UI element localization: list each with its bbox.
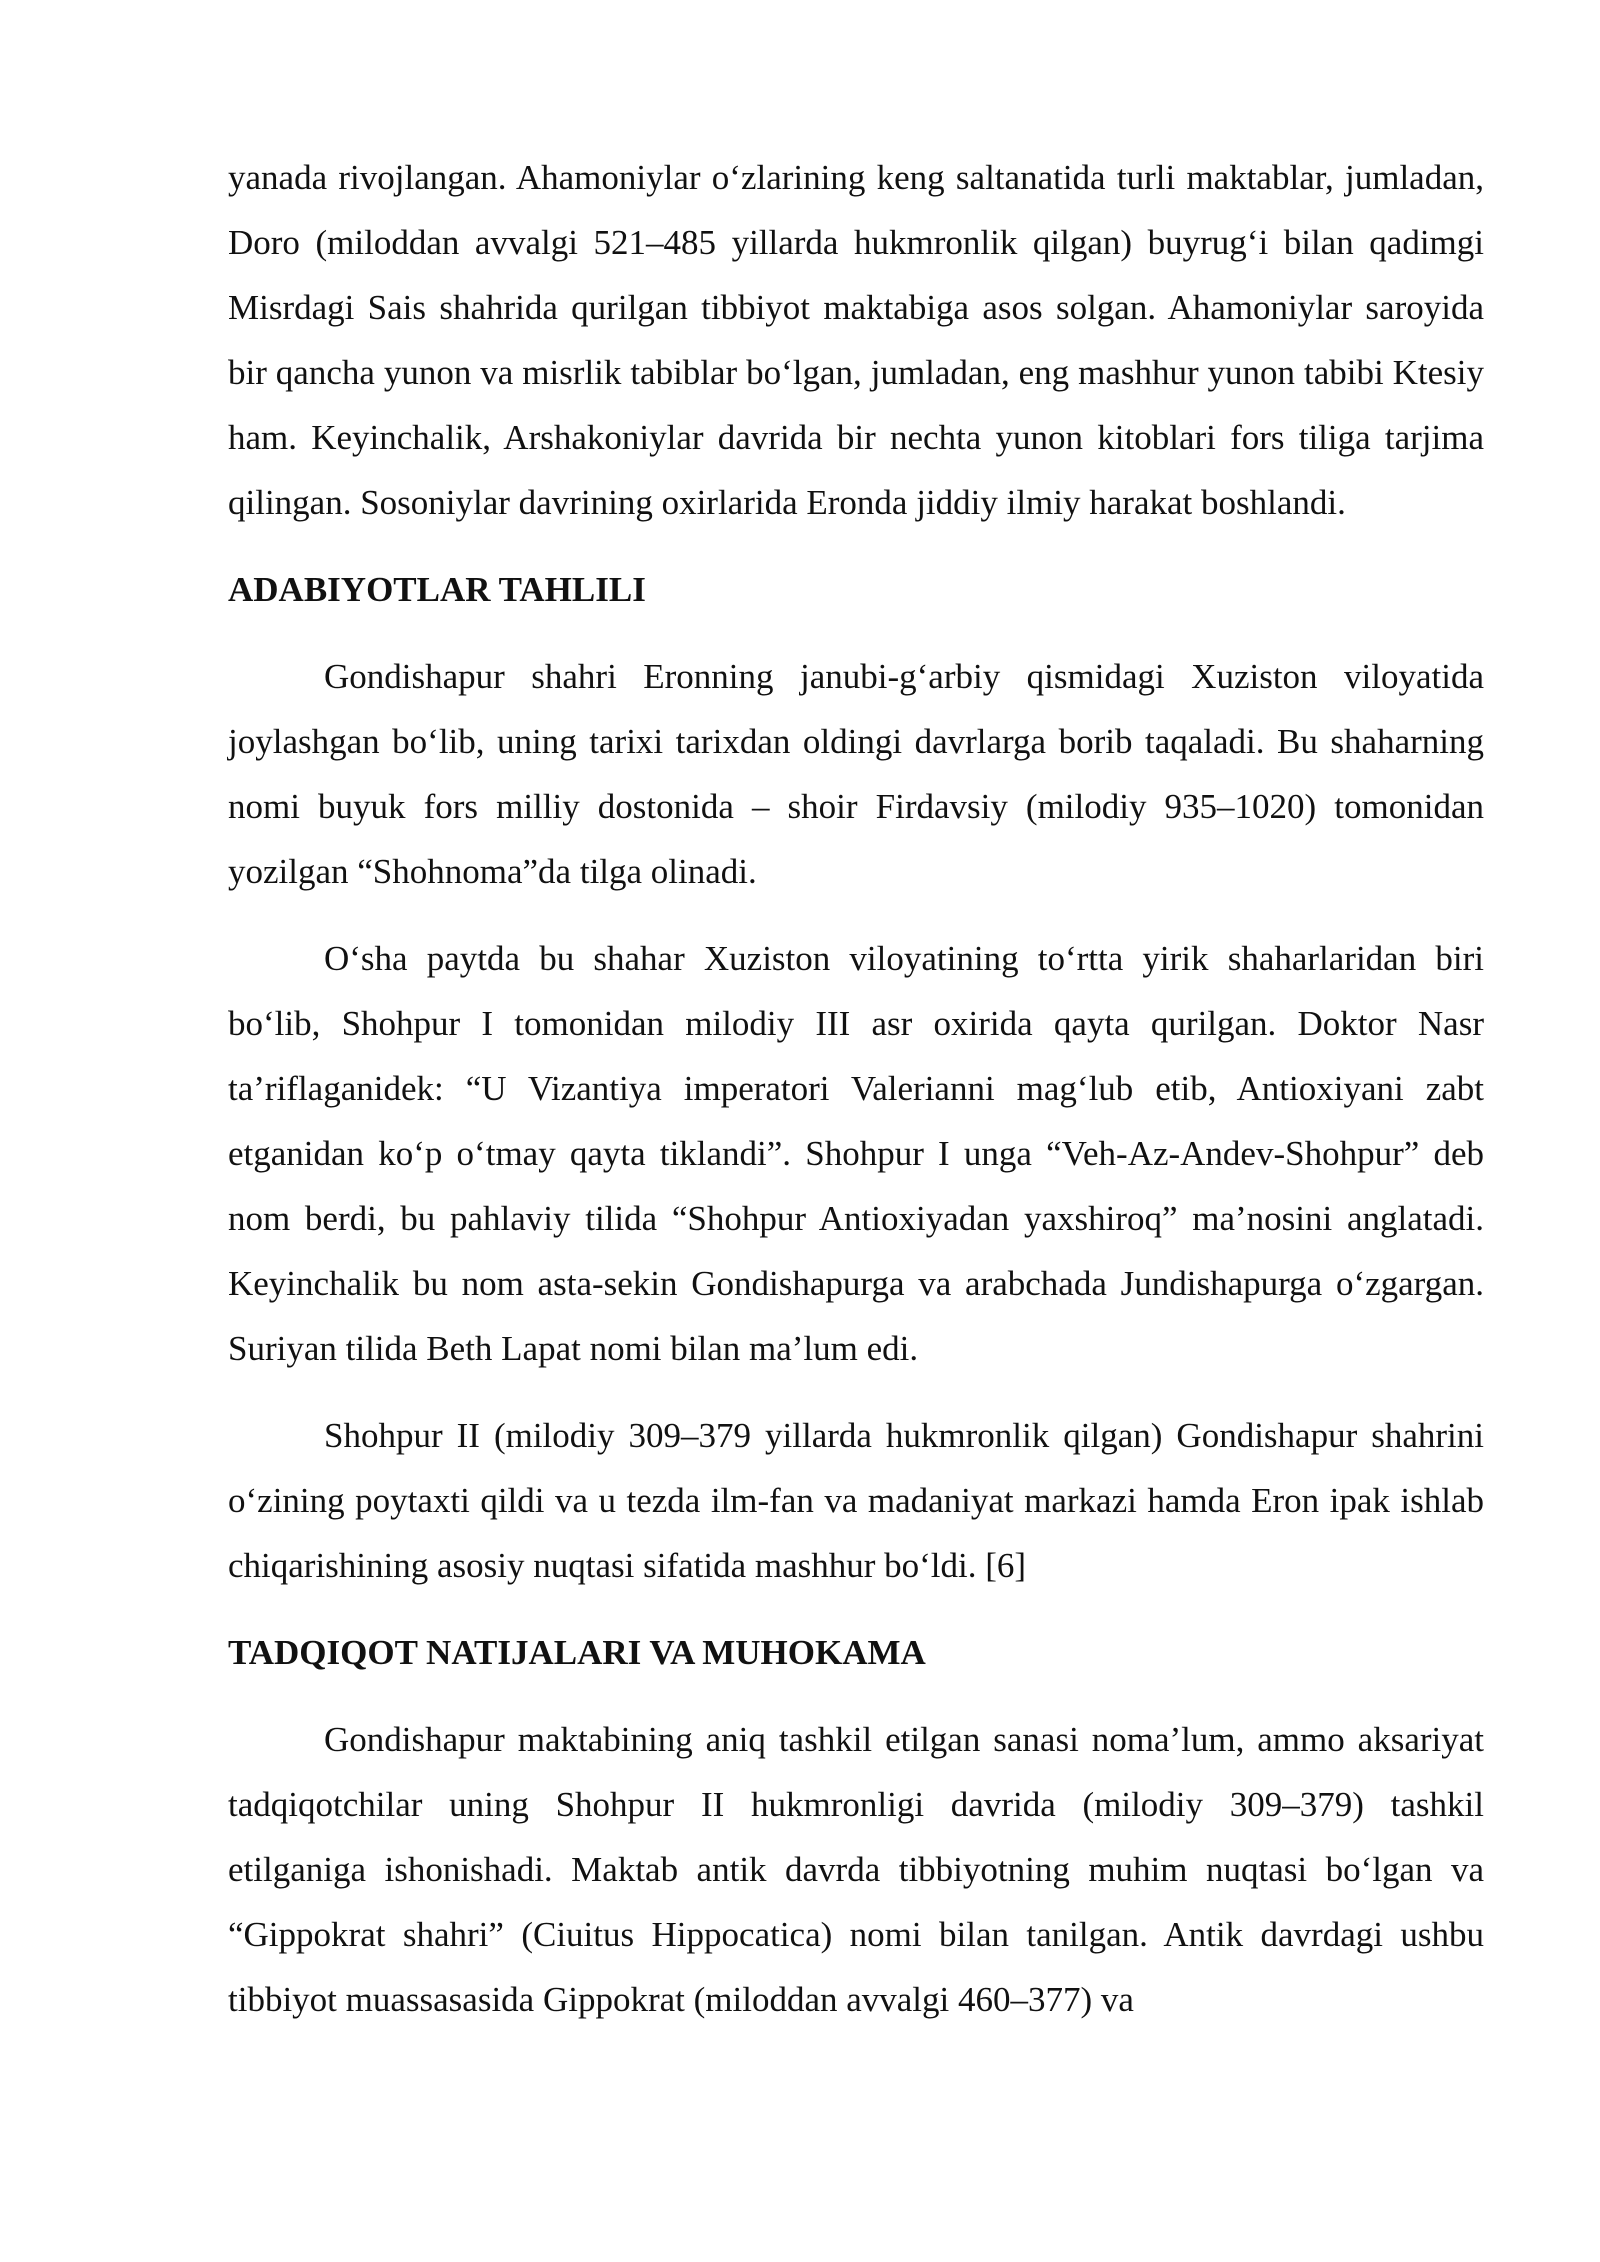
paragraph-gondishapur-location: Gondishapur shahri Eronning janubi-g‘arbiy qismidagi Xuziston viloyatida joylashgan bo‘lib, uning tarixi tarixdan oldingi davrlarga borib taqaladi. Bu shaharning nomi buyuk fors milliy dostonida – shoir Firdavsiy (milodiy 935–1020) tomonidan yozilgan “Shohnoma”da tilga olinadi. [228, 657, 1484, 891]
document-page [228, 145, 1484, 2032]
section-heading-results-discussion: TADQIQOT NATIJALARI VA MUHOKAMA [228, 1633, 926, 1672]
section-heading-literature-review: ADABIYOTLAR TAHLILI [228, 570, 646, 609]
paragraph-intro: yanada rivojlangan. Ahamoniylar o‘zlarining keng saltanatida turli maktablar, jumladan, Doro (miloddan avvalgi 521–485 yillarda hukmronlik qilgan) buyrug‘i bilan qadimgi Misrdagi Sais shahrida qurilgan tibbiyot maktabiga asos solgan. Ahamoniylar saroyida bir qancha yunon va misrlik tabiblar bo‘lgan, jumladan, eng mashhur yunon tabibi Ktesiy ham. Keyinchalik, Arshakoniylar davrida bir nechta yunon kitoblari fors tiliga tarjima qilingan. Sosoniylar davrining oxirlarida Eronda jiddiy ilmiy harakat boshlandi. [228, 158, 1484, 522]
paragraph-shahpur-ii: Shohpur II (milodiy 309–379 yillarda hukmronlik qilgan) Gondishapur shahrini o‘zining poytaxti qildi va u tezda ilm-fan va madaniyat markazi hamda Eron ipak ishlab chiqarishining asosiy nuqtasi sifatida mashhur bo‘ldi. [6] [228, 1416, 1484, 1585]
paragraph-school-founding: Gondishapur maktabining aniq tashkil etilgan sanasi noma’lum, ammo aksariyat tadqiqotchilar uning Shohpur II hukmronligi davrida (milodiy 309–379) tashkil etilganiga ishonishadi. Maktab antik davrda tibbiyotning muhim nuqtasi bo‘lgan va “Gippokrat shahri” (Ciuitus Hippocatica) nomi bilan tanilgan. Antik davrdagi ushbu tibbiyot muassasasida Gippokrat (miloddan avvalgi 460–377) va [228, 1720, 1484, 2019]
paragraph-shahpur-rebuild: O‘sha paytda bu shahar Xuziston viloyatining to‘rtta yirik shaharlaridan biri bo‘lib, Shohpur I tomonidan milodiy III asr oxirida qayta qurilgan. Doktor Nasr ta’riflaganidek: “U Vizantiya imperatori Valerianni mag‘lub etib, Antioxiyani zabt etganidan ko‘p o‘tmay qayta tiklandi”. Shohpur I unga “Veh-Az-Andev-Shohpur” deb nom berdi, bu pahlaviy tilida “Shohpur Antioxiyadan yaxshiroq” ma’nosini anglatadi. Keyinchalik bu nom asta-sekin Gondishapurga va arabchada Jundishapurga o‘zgargan. Suriyan tilida Beth Lapat nomi bilan ma’lum edi. [228, 939, 1484, 1368]
